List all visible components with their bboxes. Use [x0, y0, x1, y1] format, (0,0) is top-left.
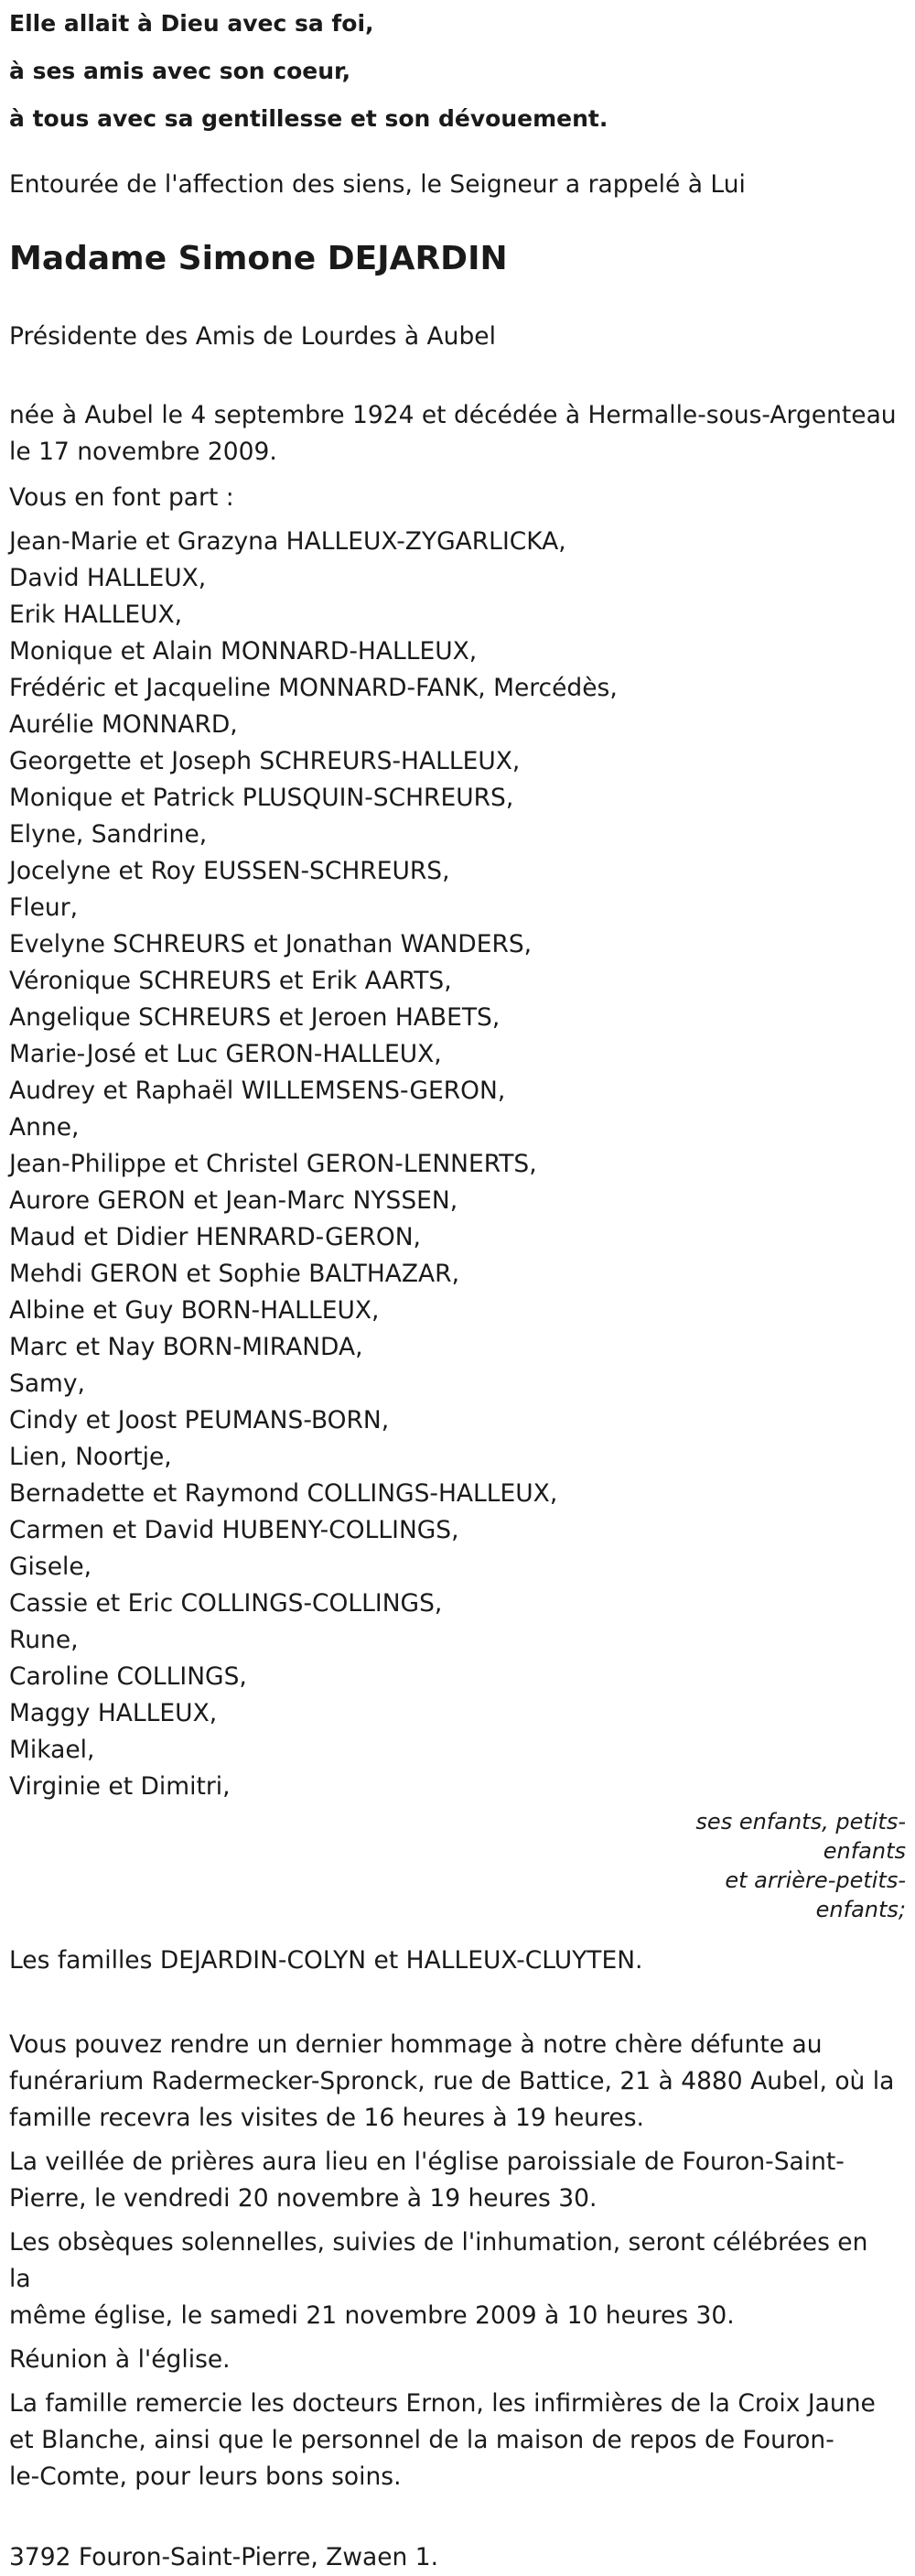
paragraph-line: Pierre, le vendredi 20 novembre à 19 heures 30. [9, 2184, 597, 2213]
family-member: Carmen et David HUBENY-COLLINGS, [9, 1516, 459, 1544]
family-member: Fleur, [9, 893, 79, 922]
paragraph-line: même église, le samedi 21 novembre 2009 à 10 heures 30. [9, 2301, 735, 2330]
epigraph-line: à ses amis avec son coeur, [9, 58, 351, 84]
family-member: Jocelyne et Roy EUSSEN-SCHREURS, [9, 857, 450, 885]
families-text: Les familles DEJARDIN-COLYN et HALLEUX-CLUYTEN. [9, 1946, 643, 1975]
birth-death-info [9, 397, 897, 471]
family-member: Maud et Didier HENRARD-GERON, [9, 1223, 421, 1251]
family-member: Frédéric et Jacqueline MONNARD-FANK, Mercédès, [9, 674, 618, 702]
family-member: Cindy et Joost PEUMANS-BORN, [9, 1406, 390, 1434]
paragraph-line: La veillée de prières aura lieu en l'église paroissiale de Fouron-Saint- [9, 2148, 845, 2176]
family-member: Angelique SCHREURS et Jeroen HABETS, [9, 1003, 501, 1032]
paragraph-line: Les obsèques solennelles, suivies de l'inhumation, seront célébrées en la [9, 2228, 868, 2293]
family-member: Monique et Patrick PLUSQUIN-SCHREURS, [9, 784, 514, 812]
family-member: Mehdi GERON et Sophie BALTHAZAR, [9, 1260, 460, 1288]
family-member: Audrey et Raphaël WILLEMSENS-GERON, [9, 1077, 506, 1105]
vigil-paragraph [9, 2144, 897, 2217]
deceased-title: Présidente des Amis de Lourdes à Aubel [9, 322, 496, 351]
family-member: Erik HALLEUX, [9, 601, 183, 629]
family-member: Georgette et Joseph SCHREURS-HALLEUX, [9, 747, 521, 775]
deceased-name: Madame Simone DEJARDIN [9, 240, 508, 277]
paragraph-line: Vous pouvez rendre un dernier hommage à notre chère défunte au [9, 2030, 823, 2059]
paragraph-line: le-Comte, pour leurs bons soins. [9, 2462, 402, 2491]
family-member: Jean-Marie et Grazyna HALLEUX-ZYGARLICKA, [9, 527, 566, 556]
family-member: Marie-José et Luc GERON-HALLEUX, [9, 1040, 442, 1068]
relation-line: enfants [823, 1838, 906, 1864]
family-member: Cassie et Eric COLLINGS-COLLINGS, [9, 1589, 443, 1618]
paragraph-line: funérarium Radermecker-Spronck, rue de Battice, 21 à 4880 Aubel, où la [9, 2067, 895, 2095]
family-member: Evelyne SCHREURS et Jonathan WANDERS, [9, 930, 533, 958]
paragraph-line: famille recevra les visites de 16 heures à 19 heures. [9, 2104, 644, 2132]
family-member: Caroline COLLINGS, [9, 1662, 247, 1691]
reunion-text: Réunion à l'église. [9, 2345, 231, 2374]
family-member: Virginie et Dimitri, [9, 1772, 231, 1801]
funeral-paragraph [9, 2224, 897, 2334]
family-member: Rune, [9, 1626, 79, 1654]
family-member: Bernadette et Raymond COLLINGS-HALLEUX, [9, 1479, 558, 1508]
homage-paragraph [9, 2027, 897, 2137]
family-list [9, 524, 897, 1805]
family-member: Aurélie MONNARD, [9, 710, 238, 739]
family-member: Aurore GERON et Jean-Marc NYSSEN, [9, 1186, 458, 1215]
epigraph [9, 0, 897, 143]
relation-line: ses enfants, petits- [695, 1809, 906, 1835]
family-member: Albine et Guy BORN-HALLEUX, [9, 1296, 380, 1325]
family-member: Marc et Nay BORN-MIRANDA, [9, 1333, 363, 1361]
family-member: Véronique SCHREURS et Erik AARTS, [9, 967, 452, 995]
epigraph-line: Elle allait à Dieu avec sa foi, [9, 10, 374, 37]
family-member: Samy, [9, 1369, 85, 1398]
intro-text: Entourée de l'affection des siens, le Seigneur a rappelé à Lui [9, 170, 746, 199]
birth-line: le 17 novembre 2009. [9, 438, 277, 466]
epigraph-line: à tous avec sa gentillesse et son dévouement. [9, 105, 608, 132]
paragraph-line: et Blanche, ainsi que le personnel de la maison de repos de Fouron- [9, 2426, 834, 2454]
family-address: 3792 Fouron-Saint-Pierre, Zwaen 1. [9, 2543, 439, 2571]
birth-line: née à Aubel le 4 septembre 1924 et décédée à Hermalle-sous-Argenteau [9, 401, 897, 429]
family-member: Jean-Philippe et Christel GERON-LENNERTS, [9, 1150, 537, 1178]
announce-text: Vous en font part : [9, 483, 234, 512]
paragraph-line: La famille remercie les docteurs Ernon, les infirmières de la Croix Jaune [9, 2389, 876, 2418]
family-member: Mikael, [9, 1736, 95, 1764]
relation-line: et arrière-petits- [725, 1867, 906, 1893]
relation-line: enfants; [815, 1897, 906, 1922]
family-member: Lien, Noortje, [9, 1443, 172, 1471]
family-member: Maggy HALLEUX, [9, 1699, 218, 1727]
family-member: Monique et Alain MONNARD-HALLEUX, [9, 637, 478, 666]
thanks-paragraph [9, 2386, 897, 2495]
relation-children [9, 1807, 906, 1866]
family-member: David HALLEUX, [9, 564, 207, 592]
relation-great-grandchildren [9, 1866, 906, 1924]
family-member: Elyne, Sandrine, [9, 820, 208, 849]
family-member: Gisele, [9, 1553, 92, 1581]
family-member: Anne, [9, 1113, 80, 1142]
